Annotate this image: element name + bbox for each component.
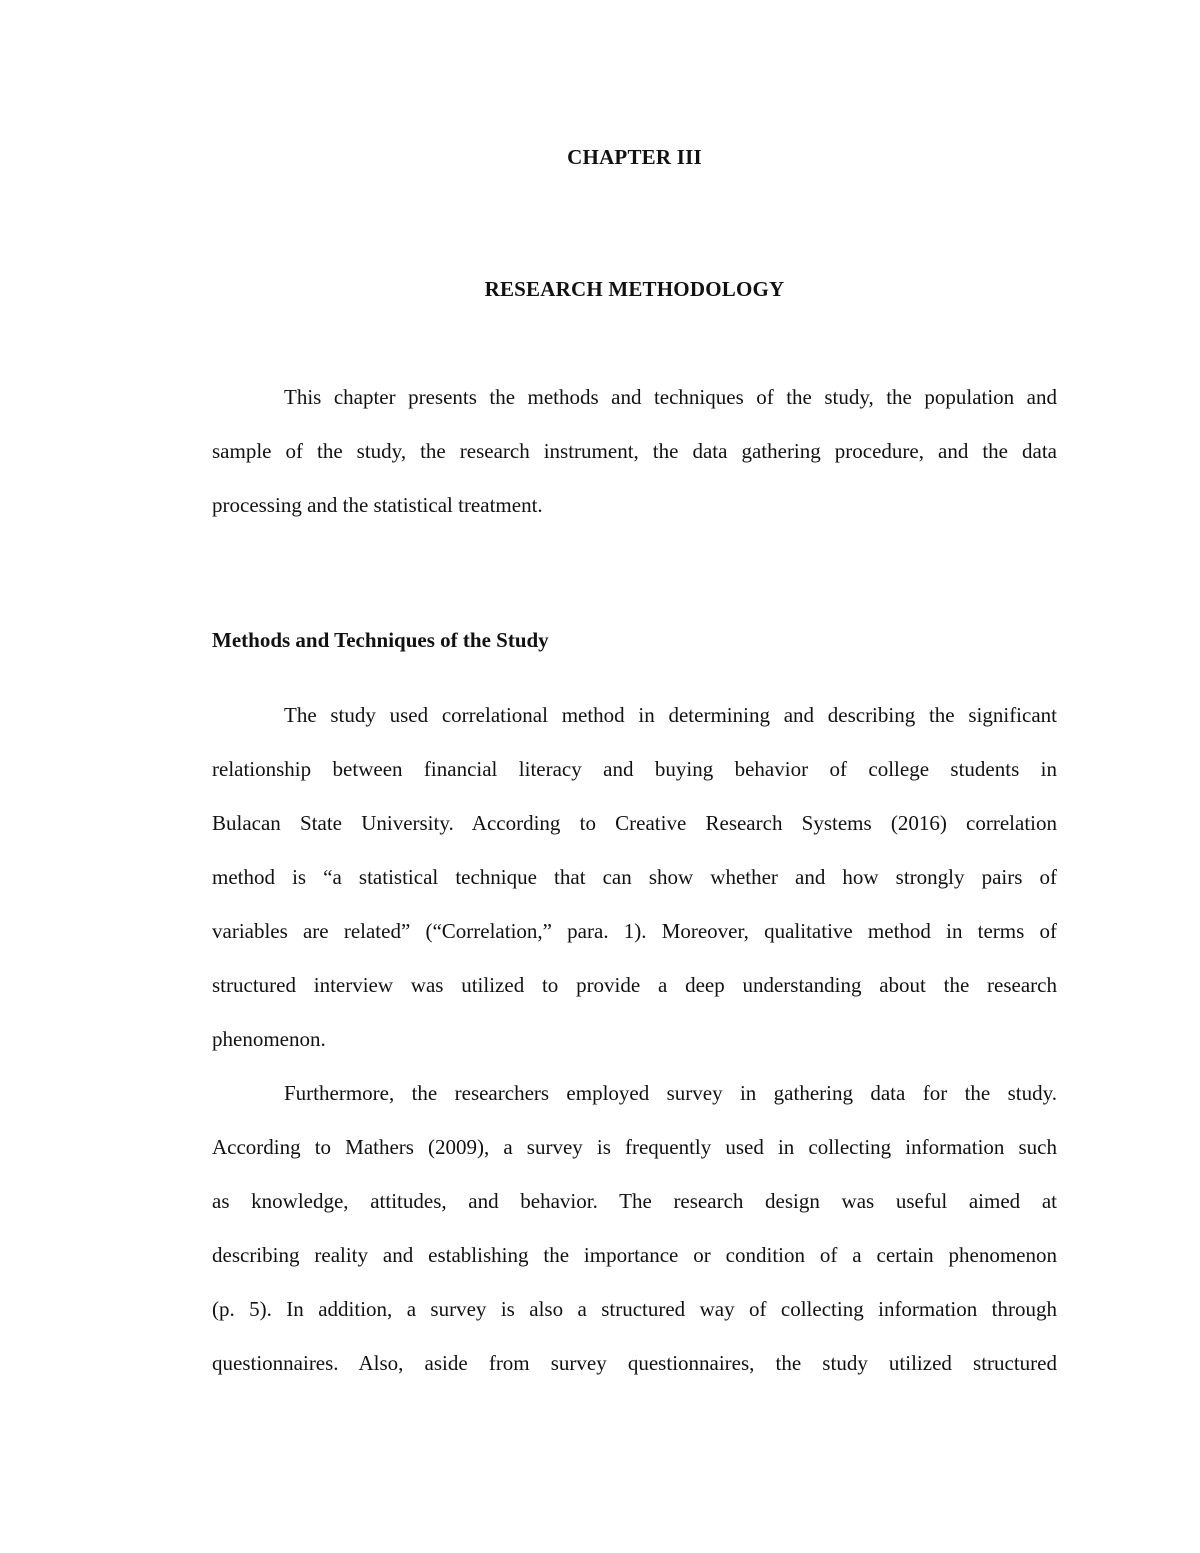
paragraph-line: variables are related” (“Correlation,” para. 1). Moreover, qualitative method in terms of (212, 919, 1057, 943)
paragraph-line: (p. 5). In addition, a survey is also a structured way of collecting information through (212, 1297, 1057, 1321)
paragraph-line: questionnaires. Also, aside from survey questionnaires, the study utilized structured (212, 1351, 1057, 1375)
paragraph-line: method is “a statistical technique that can show whether and how strongly pairs of (212, 865, 1057, 889)
paragraph-line: Bulacan State University. According to Creative Research Systems (2016) correlation (212, 811, 1057, 835)
paragraph-line: structured interview was utilized to provide a deep understanding about the research (212, 973, 1057, 997)
intro-line: sample of the study, the research instrument, the data gathering procedure, and the data (212, 439, 1057, 463)
paragraph-line: as knowledge, attitudes, and behavior. The research design was useful aimed at (212, 1189, 1057, 1213)
chapter-title: RESEARCH METHODOLOGY (484, 277, 785, 301)
paragraph-line: phenomenon. (212, 1027, 326, 1051)
intro-line: processing and the statistical treatment. (212, 493, 543, 517)
intro-line: This chapter presents the methods and techniques of the study, the population and (284, 385, 1057, 409)
paragraph-line: Furthermore, the researchers employed survey in gathering data for the study. (284, 1081, 1057, 1105)
paragraph-line: describing reality and establishing the importance or condition of a certain phenomenon (212, 1243, 1057, 1267)
paragraph-line: The study used correlational method in determining and describing the significant (284, 703, 1057, 727)
chapter-label: CHAPTER III (567, 145, 702, 169)
paragraph-line: relationship between financial literacy and buying behavior of college students in (212, 757, 1057, 781)
section-heading: Methods and Techniques of the Study (212, 628, 549, 652)
paragraph-line: According to Mathers (2009), a survey is frequently used in collecting information such (212, 1135, 1057, 1159)
